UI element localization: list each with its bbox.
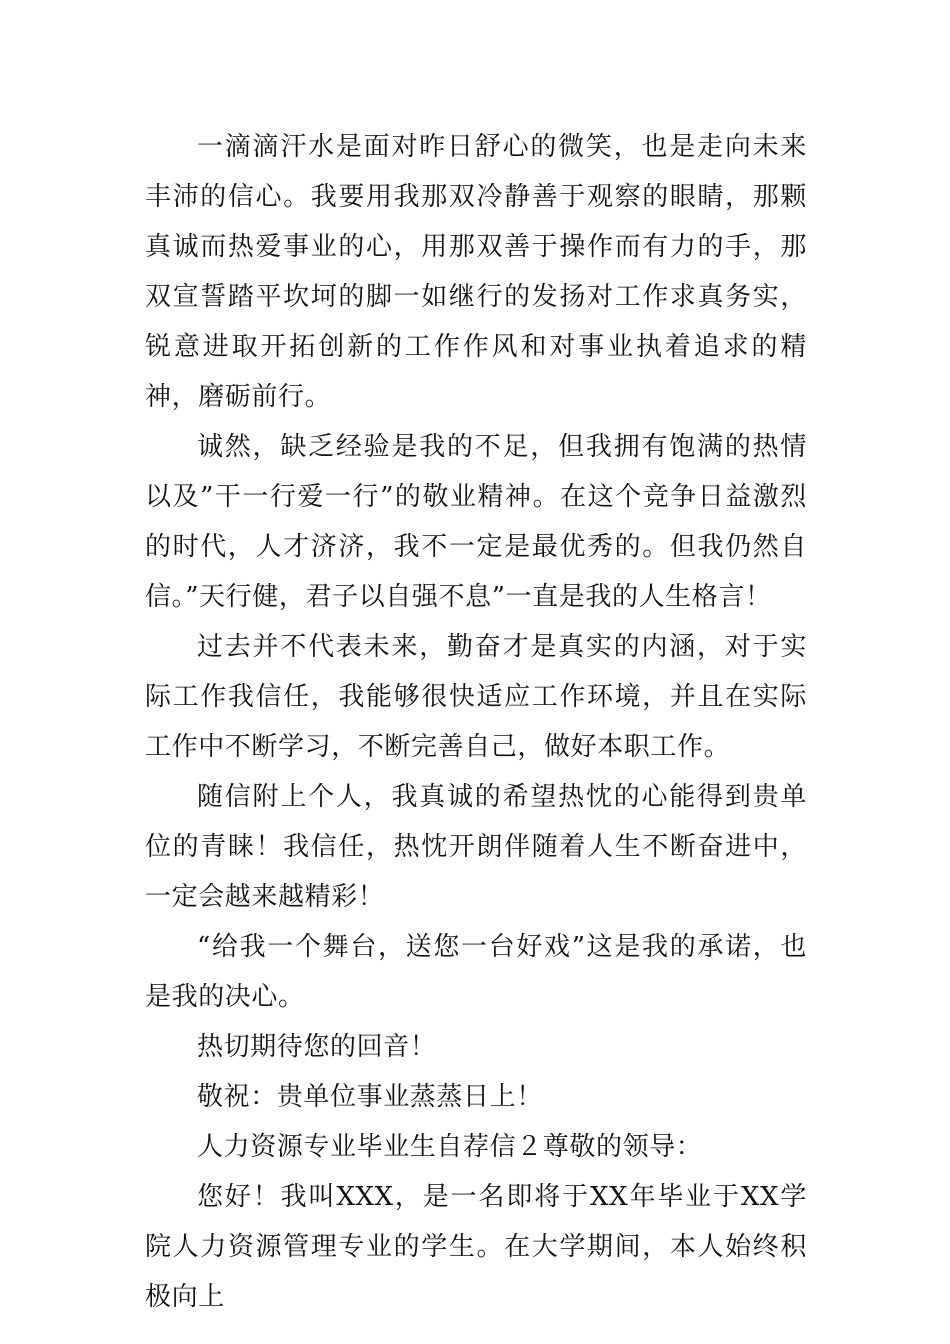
paragraph-experience: 诚然，缺乏经验是我的不足，但我拥有饱满的热情以及”干一行爱一行”的敬业精神。在这个竞争日益激烈的时代，人才济济，我不一定是最优秀的。但我仍然自信。”天行健，君子以自强不息”一直是我的人生格言！ <box>145 432 807 612</box>
paragraph-promise: “给我一个舞台，送您一台好戏”这是我的承诺，也是我的决心。 <box>145 932 807 1012</box>
paragraph-letter-2-heading: 人力资源专业毕业生自荐信２尊敬的领导： <box>197 1132 703 1162</box>
paragraph-attachment: 随信附上个人，我真诚的希望热忱的心能得到贵单位的青睐！我信任，热忱开朗伴随着人生不断奋进中，一定会越来越精彩！ <box>145 782 807 912</box>
paragraph-self-intro: 您好！我叫XXX，是一名即将于XX年毕业于XX学院人力资源管理专业的学生。在大学期间，本人始终积极向上 <box>145 1182 807 1312</box>
paragraph-sweat: 一滴滴汗水是面对昨日舒心的微笑，也是走向未来丰沛的信心。我要用我那双冷静善于观察的眼睛，那颗真诚而热爱事业的心，用那双善于操作而有力的手，那双宣誓踏平坎坷的脚一如继行的发扬对工作求真务实，锐意进取开拓创新的工作作风和对事业执着追求的精神，磨砺前行。 <box>145 132 807 412</box>
document-body <box>145 122 807 1322</box>
paragraph-await-reply: 热切期待您的回音！ <box>197 1032 437 1062</box>
paragraph-wishes: 敬祝：贵单位事业蒸蒸日上！ <box>197 1082 543 1112</box>
paragraph-past: 过去并不代表未来，勤奋才是真实的内涵，对于实际工作我信任，我能够很快适应工作环境，并且在实际工作中不断学习，不断完善自己，做好本职工作。 <box>145 632 807 762</box>
